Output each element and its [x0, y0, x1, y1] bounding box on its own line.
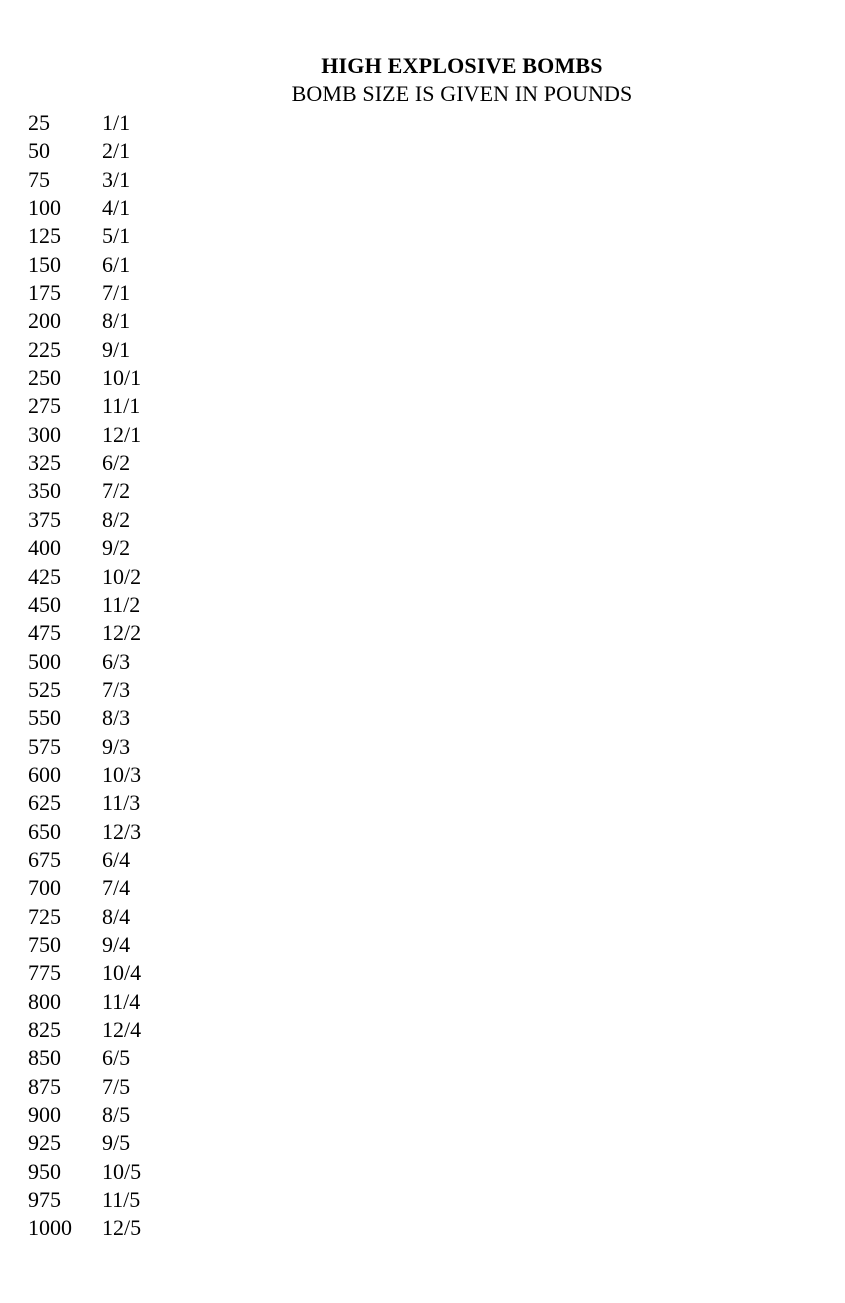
bomb-code-cell: 10/4: [102, 960, 142, 986]
bomb-code-cell: 11/3: [102, 790, 141, 816]
bomb-code-cell: 10/5: [102, 1158, 142, 1184]
bomb-code-cell: 7/2: [102, 478, 131, 504]
bomb-size-cell: 325: [28, 450, 61, 476]
bomb-code-cell: 12/1: [102, 421, 142, 447]
bomb-size-cell: 850: [28, 1045, 61, 1071]
document-header: [0, 52, 845, 108]
bomb-code-cell: 12/2: [102, 620, 142, 646]
bomb-size-cell: 750: [28, 931, 61, 957]
bomb-size-cell: 775: [28, 960, 61, 986]
bomb-size-cell: 600: [28, 761, 61, 787]
bomb-size-cell: 175: [28, 280, 61, 306]
bomb-size-cell: 900: [28, 1102, 61, 1128]
bomb-code-cell: 6/5: [102, 1045, 131, 1071]
bomb-code-cell: 9/4: [102, 931, 131, 957]
bomb-size-cell: 950: [28, 1158, 61, 1184]
bomb-size-cell: 875: [28, 1073, 61, 1099]
bomb-size-cell: 150: [28, 251, 61, 277]
bomb-size-cell: 1000: [28, 1215, 72, 1241]
bomb-size-cell: 425: [28, 563, 61, 589]
bomb-size-cell: 50: [28, 138, 50, 164]
bomb-size-cell: 200: [28, 308, 61, 334]
bomb-size-cell: 100: [28, 195, 61, 221]
bomb-code-cell: 11/5: [102, 1187, 141, 1213]
bomb-size-cell: 975: [28, 1187, 61, 1213]
bomb-size-cell: 450: [28, 591, 61, 617]
bomb-code-cell: 10/2: [102, 563, 142, 589]
bomb-code-cell: 11/1: [102, 393, 141, 419]
bomb-code-cell: 8/4: [102, 903, 131, 929]
bomb-size-cell: 275: [28, 393, 61, 419]
bomb-code-cell: 9/1: [102, 336, 131, 362]
bomb-code-cell: 2/1: [102, 138, 131, 164]
bomb-code-cell: 8/1: [102, 308, 131, 334]
bomb-code-cell: 8/5: [102, 1102, 131, 1128]
bomb-code-cell: 7/1: [102, 280, 131, 306]
bomb-size-cell: 650: [28, 818, 61, 844]
bomb-code-cell: 6/4: [102, 846, 131, 872]
bomb-code-cell: 12/3: [102, 818, 142, 844]
bomb-size-cell: 375: [28, 506, 61, 532]
bomb-size-cell: 125: [28, 223, 61, 249]
bomb-size-cell: 725: [28, 903, 61, 929]
page-title: HIGH EXPLOSIVE BOMBS: [321, 53, 603, 78]
bomb-size-cell: 550: [28, 705, 61, 731]
bomb-size-cell: 800: [28, 988, 61, 1014]
bomb-code-cell: 12/4: [102, 1017, 142, 1042]
bomb-size-cell: 500: [28, 648, 61, 674]
bomb-size-cell: 300: [28, 421, 61, 447]
bomb-code-cell: 6/3: [102, 648, 131, 674]
bomb-size-cell: 250: [28, 365, 61, 391]
bomb-code-cell: 11/2: [102, 591, 141, 617]
bomb-size-cell: 675: [28, 846, 61, 872]
bomb-size-cell: 700: [28, 875, 61, 901]
bomb-code-cell: 6/1: [102, 251, 131, 277]
bomb-size-cell: 25: [28, 110, 50, 135]
bomb-code-cell: 1/1: [102, 110, 131, 135]
bomb-code-cell: 7/4: [102, 875, 131, 901]
bomb-code-cell: 6/2: [102, 450, 131, 476]
bomb-code-cell: 4/1: [102, 195, 131, 221]
bomb-code-cell: 8/3: [102, 705, 131, 731]
bomb-code-cell: 8/2: [102, 506, 131, 532]
bomb-code-cell: 7/5: [102, 1073, 131, 1099]
bomb-code-cell: 9/3: [102, 733, 131, 759]
bomb-code-cell: 12/5: [102, 1215, 142, 1241]
bomb-code-cell: 9/5: [102, 1130, 131, 1156]
bomb-size-cell: 350: [28, 478, 61, 504]
bomb-size-cell: 225: [28, 336, 61, 362]
bomb-code-cell: 9/2: [102, 535, 131, 561]
bomb-code-cell: 10/1: [102, 365, 142, 391]
bomb-size-cell: 925: [28, 1130, 61, 1156]
bomb-size-cell: 75: [28, 166, 50, 192]
bomb-size-cell: 475: [28, 620, 61, 646]
bomb-size-cell: 525: [28, 676, 61, 702]
bomb-size-cell: 825: [28, 1017, 61, 1042]
bomb-code-cell: 3/1: [102, 166, 131, 192]
page-subtitle: BOMB SIZE IS GIVEN IN POUNDS: [291, 81, 633, 106]
bomb-size-cell: 575: [28, 733, 61, 759]
bomb-size-cell: 400: [28, 535, 61, 561]
bomb-code-cell: 10/3: [102, 761, 142, 787]
bomb-size-cell: 625: [28, 790, 61, 816]
bomb-code-cell: 11/4: [102, 988, 141, 1014]
bomb-code-cell: 7/3: [102, 676, 131, 702]
bomb-code-cell: 5/1: [102, 223, 131, 249]
